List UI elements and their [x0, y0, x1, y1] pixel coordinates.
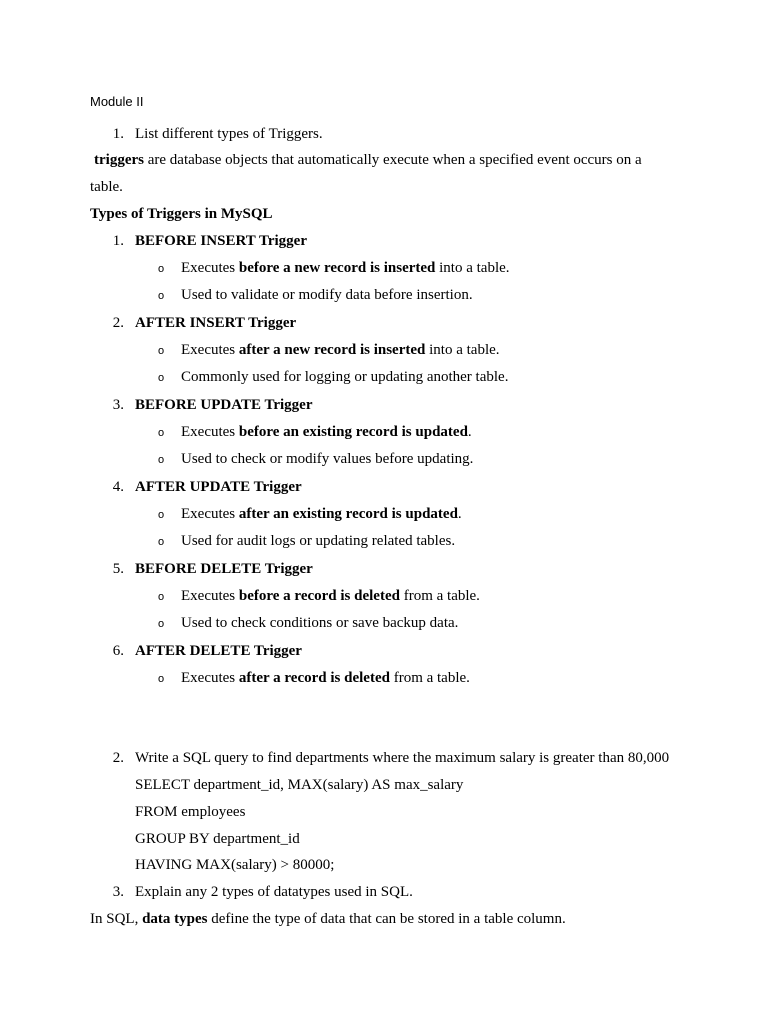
trigger-number: 2.: [112, 315, 124, 331]
point-text-end: into a table.: [435, 260, 510, 276]
point-text: Used for audit logs or updating related tables.: [181, 533, 456, 549]
point-text-end: from a table.: [399, 588, 480, 604]
point-text-end: .: [457, 506, 462, 522]
bullet-marker: o: [158, 427, 165, 439]
question-3-text: Explain any 2 types of datatypes used in SQL.: [135, 884, 413, 900]
trigger-name: AFTER UPDATE Trigger: [135, 479, 302, 495]
trigger-name: BEFORE UPDATE Trigger: [135, 397, 313, 413]
trigger-point: [181, 423, 472, 441]
trigger-point: [181, 341, 500, 359]
point-text: Used to check or modify values before updating.: [181, 451, 474, 467]
intro-line-1: [90, 151, 642, 169]
trigger-point: [181, 259, 510, 277]
trigger-number: 1.: [112, 233, 124, 249]
intro-bold-term: triggers: [94, 152, 144, 168]
question-1-number: 1.: [112, 126, 124, 142]
point-text: Executes: [181, 342, 239, 358]
intro-line-2: table.: [90, 179, 123, 195]
sql-line: FROM employees: [135, 804, 246, 820]
point-bold-text: before a new record is inserted: [238, 260, 436, 276]
point-text-end: from a table.: [389, 670, 470, 686]
answer-bold-term: data types: [142, 911, 208, 927]
sql-line: GROUP BY department_id: [135, 831, 300, 847]
question-2-number: 2.: [112, 750, 124, 766]
bullet-marker: o: [158, 536, 165, 548]
answer-post: define the type of data that can be stored in a table column.: [207, 911, 566, 927]
trigger-number: 4.: [112, 479, 124, 495]
trigger-number: 6.: [112, 643, 124, 659]
section-title-text: Types of Triggers in MySQL: [90, 206, 273, 222]
trigger-point: [181, 614, 458, 632]
question-3-number: 3.: [112, 884, 124, 900]
intro-rest: are database objects that automatically execute when a specified event occurs on a: [143, 152, 642, 168]
bullet-marker: o: [158, 372, 165, 384]
module-heading: Module II: [90, 94, 144, 109]
point-bold-text: after a new record is inserted: [238, 342, 426, 358]
point-text-end: .: [467, 424, 472, 440]
point-text-end: into a table.: [425, 342, 500, 358]
trigger-name: BEFORE DELETE Trigger: [135, 561, 313, 577]
trigger-point: [181, 587, 480, 605]
trigger-number: 5.: [112, 561, 124, 577]
section-title: [90, 205, 273, 223]
trigger-number: 3.: [112, 397, 124, 413]
sql-line: HAVING MAX(salary) > 80000;: [135, 857, 335, 873]
datatypes-answer: [90, 910, 566, 928]
point-bold-text: before a record is deleted: [238, 588, 400, 604]
point-text: Executes: [181, 588, 239, 604]
question-2-text: Write a SQL query to find departments where the maximum salary is greater than 80,000: [135, 750, 670, 766]
point-bold-text: after a record is deleted: [238, 670, 390, 686]
point-text: Commonly used for logging or updating another table.: [181, 369, 509, 385]
trigger-point: [181, 505, 462, 523]
question-1-text: List different types of Triggers.: [135, 126, 323, 142]
bullet-marker: o: [158, 263, 165, 275]
point-text: Executes: [181, 506, 239, 522]
trigger-name: BEFORE INSERT Trigger: [135, 233, 307, 249]
point-text: Executes: [181, 424, 239, 440]
bullet-marker: o: [158, 673, 165, 685]
trigger-point: [181, 450, 473, 468]
bullet-marker: o: [158, 345, 165, 357]
trigger-point: [181, 532, 455, 550]
point-bold-text: before an existing record is updated: [238, 424, 468, 440]
sql-line: SELECT department_id, MAX(salary) AS max_salary: [135, 777, 464, 793]
point-text: Executes: [181, 670, 239, 686]
bullet-marker: o: [158, 290, 165, 302]
point-text: Used to check conditions or save backup data.: [181, 615, 459, 631]
point-bold-text: after an existing record is updated: [238, 506, 458, 522]
answer-pre: In SQL,: [90, 911, 143, 927]
bullet-marker: o: [158, 618, 165, 630]
point-text: Used to validate or modify data before insertion.: [181, 287, 473, 303]
bullet-marker: o: [158, 509, 165, 521]
trigger-name: AFTER DELETE Trigger: [135, 643, 302, 659]
bullet-marker: o: [158, 454, 165, 466]
trigger-point: [181, 286, 473, 304]
trigger-point: [181, 368, 508, 386]
trigger-name: AFTER INSERT Trigger: [135, 315, 297, 331]
point-text: Executes: [181, 260, 239, 276]
bullet-marker: o: [158, 591, 165, 603]
trigger-point: [181, 669, 470, 687]
